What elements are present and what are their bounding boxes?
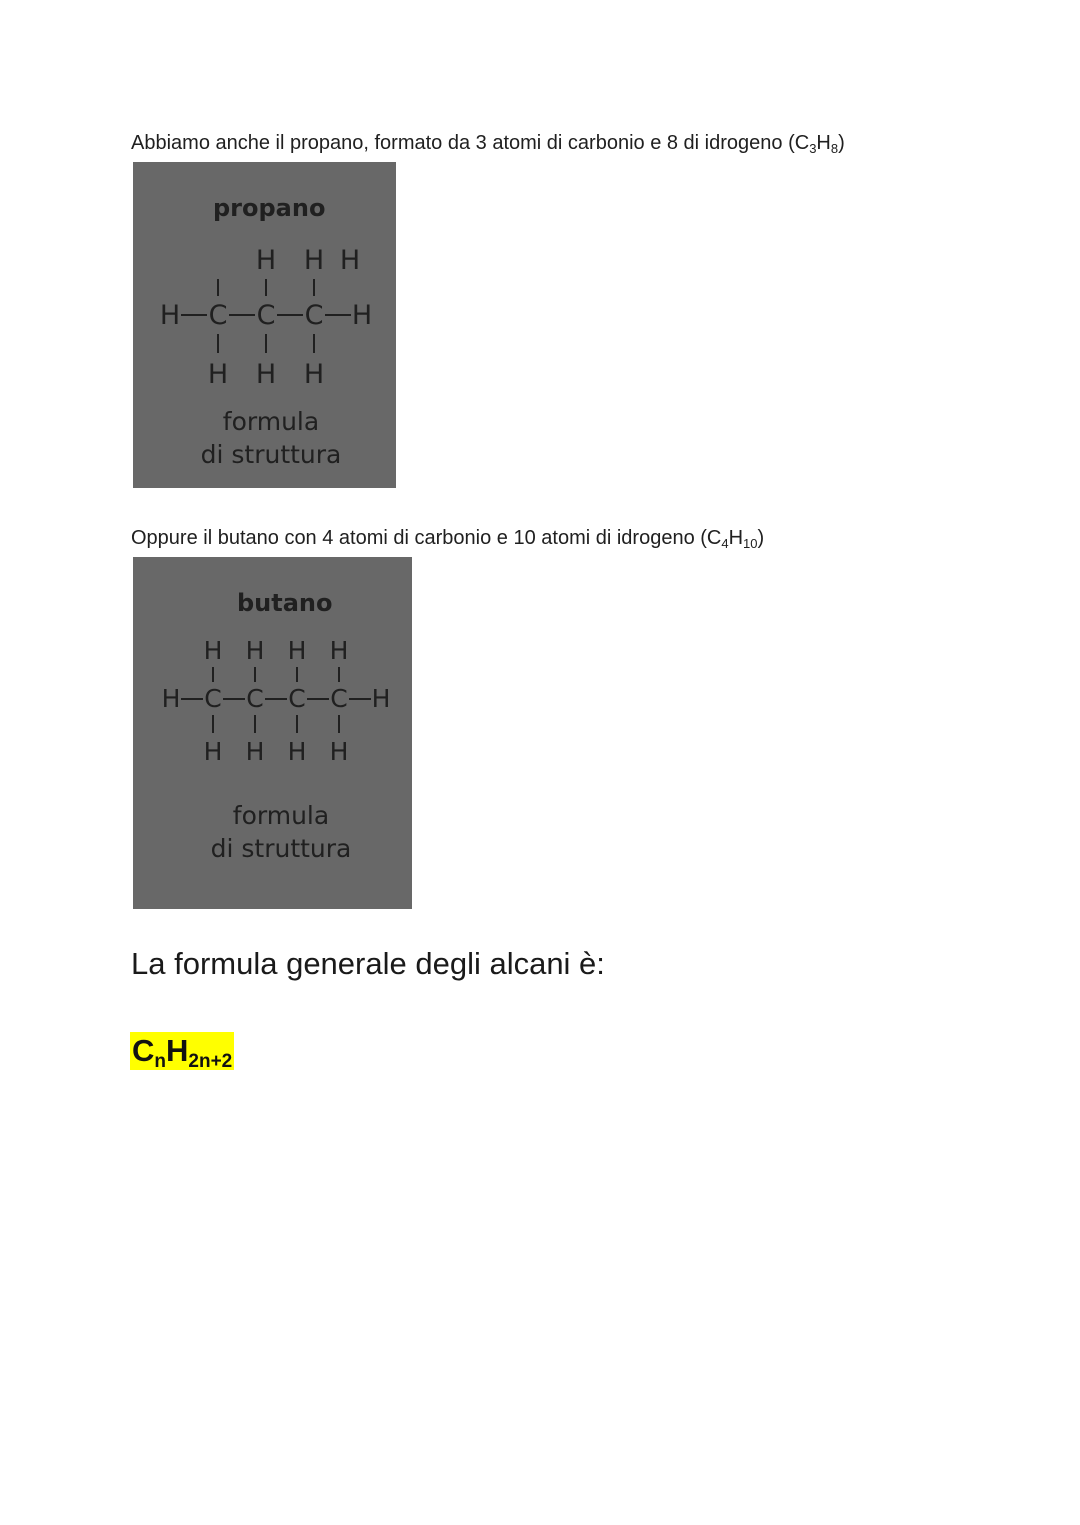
general-formula: $C_nH_{2n+2}$: [132, 1033, 233, 1072]
butane-paragraph: Oppure il butano con 4 atomi di carbonio e 10 atomi di idrogeno $(C_4H_{10})$: [131, 527, 765, 551]
propane-bottom-h: H: [207, 359, 229, 390]
propane-bottom-h: H: [303, 359, 325, 390]
propane-structure-image: [133, 162, 396, 488]
butane-title: butano: [237, 589, 333, 617]
general-formula-heading: La formula generale degli alcani è:: [131, 946, 605, 981]
butane-top-h: H: [203, 636, 223, 665]
propane-chain-atom: C: [256, 300, 276, 331]
butane-top-h: H: [245, 636, 265, 665]
propane-chain-atom: C: [304, 300, 324, 331]
butane-bottom-h: H: [287, 737, 307, 766]
butane-caption: formula di struttura: [210, 801, 352, 863]
propane-chain-atom: H: [159, 300, 181, 331]
propane-title: propano: [213, 194, 326, 222]
butane-top-h: H: [287, 636, 307, 665]
propane-paragraph: Abbiamo anche il propano, formato da 3 atomi di carbonio e 8 di idrogeno $(C_3H_8)$: [131, 132, 845, 156]
butane-chain-atom: H: [161, 684, 181, 713]
butane-chain-atom: C: [204, 684, 222, 713]
butane-bottom-h: H: [203, 737, 223, 766]
propane-chain-atom: H: [351, 300, 373, 331]
butane-chain-atom: C: [246, 684, 264, 713]
propane-bottom-h: H: [255, 359, 277, 390]
propane-caption: formula di struttura: [200, 407, 342, 469]
propane-top-h: H: [339, 245, 361, 276]
butane-top-h: H: [329, 636, 349, 665]
propane-chain-atom: C: [208, 300, 228, 331]
butane-chain-atom: H: [371, 684, 391, 713]
butane-chain-atom: C: [330, 684, 348, 713]
propane-top-h: H: [255, 245, 277, 276]
propane-top-h: H: [303, 245, 325, 276]
butane-chain-atom: C: [288, 684, 306, 713]
butane-structure-image: [133, 557, 412, 909]
butane-bottom-h: H: [245, 737, 265, 766]
butane-bottom-h: H: [329, 737, 349, 766]
